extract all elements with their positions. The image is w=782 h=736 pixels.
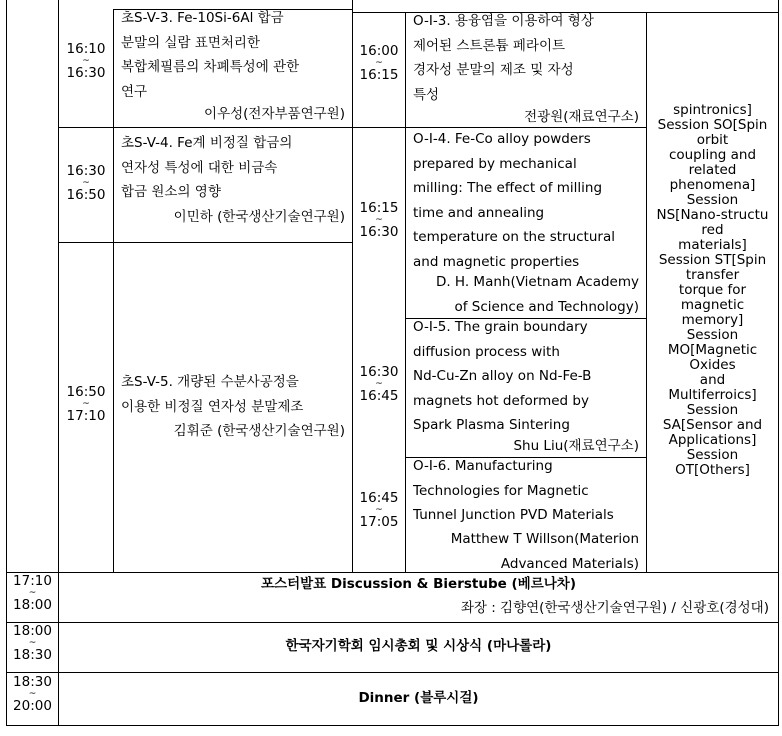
row-time: 17:10 ~ 18:00	[13, 573, 52, 613]
grid-line	[58, 242, 352, 243]
talk-author: 전광원(재료연구소)	[524, 109, 639, 125]
talk-time: 16:50 ~ 17:10	[66, 384, 106, 424]
session-list: spintronics] Session SO[Spin orbit coupling and related phenomena] Session NS[Nano-structu red materials] Session ST[Spin transfer torque for magnetic memory] Session MO[Magnetic Oxides and Multiferroics] Session SA[Sensor and Applications] Session OT[Others]	[656, 102, 769, 478]
talk-author: 김휘준 (한국생산기술연구원)	[173, 423, 345, 439]
talk-title: O-I-3. 용융염을 이용하여 형상 제어된 스트론튬 페라이트 경자성 분말의 제조 및 자성 특성	[413, 13, 594, 103]
talk-author: 이민하 (한국생산기술연구원)	[173, 209, 345, 225]
grid-line	[405, 12, 406, 572]
talk-author: Matthew T Willson(Materion Advanced Materials)	[450, 531, 639, 572]
row-title: Dinner (블루시걸)	[358, 690, 479, 706]
talk-time: 16:30 ~ 16:50	[66, 163, 106, 203]
talk-author: 이우성(전자부품연구원)	[204, 106, 345, 122]
talk-time: 16:15 ~ 16:30	[359, 200, 399, 240]
talk-time: 16:30 ~ 16:45	[359, 364, 399, 404]
grid-line	[6, 672, 779, 673]
talk-time: 16:10 ~ 16:30	[66, 41, 106, 81]
grid-line	[352, 0, 353, 572]
grid-line	[113, 9, 114, 572]
talk-time: 16:00 ~ 16:15	[359, 43, 399, 83]
row-title: 한국자기학회 임시총회 및 시상식 (마나롤라)	[285, 638, 552, 654]
talk-title: O-I-4. Fe-Co alloy powders prepared by mechanical milling: The effect of milling time and annealing temperature on the structural and magnetic properties	[413, 131, 615, 270]
talk-title: 초S-V-5. 개량된 수분사공정을 이용한 비정질 연자성 분말제조	[121, 374, 304, 415]
row-chair: 좌장 : 김향연(한국생산기술연구원) / 신광호(경성대)	[460, 600, 769, 616]
talk-title: O-I-5. The grain boundary diffusion process with Nd-Cu-Zn alloy on Nd-Fe-B magnets hot deformed by Spark Plasma Sintering	[413, 319, 592, 433]
grid-line	[6, 725, 779, 726]
talk-title: O-I-6. Manufacturing Technologies for Magnetic Tunnel Junction PVD Materials	[413, 458, 614, 523]
talk-title: 초S-V-3. Fe-10Si-6Al 합금 분말의 실람 표면처리한 복합체필름의 차폐특성에 관한 연구	[121, 10, 300, 100]
grid-line	[6, 0, 7, 726]
grid-line	[646, 12, 647, 572]
talk-time: 16:45 ~ 17:05	[359, 490, 399, 530]
talk-author: D. H. Manh(Vietnam Academy of Science and Technology)	[435, 274, 639, 315]
grid-line	[778, 0, 779, 726]
row-time: 18:30 ~ 20:00	[13, 674, 52, 714]
grid-line	[6, 622, 779, 623]
talk-author: Shu Liu(재료연구소)	[513, 438, 639, 454]
grid-line	[58, 127, 352, 128]
row-time: 18:00 ~ 18:30	[13, 623, 52, 663]
talk-title: 초S-V-4. Fe계 비정질 합금의 연자성 특성에 대한 비금속 합금 원소의 영향	[121, 135, 293, 200]
row-title: 포스터발표 Discussion & Bierstube (베르나차)	[261, 576, 576, 592]
